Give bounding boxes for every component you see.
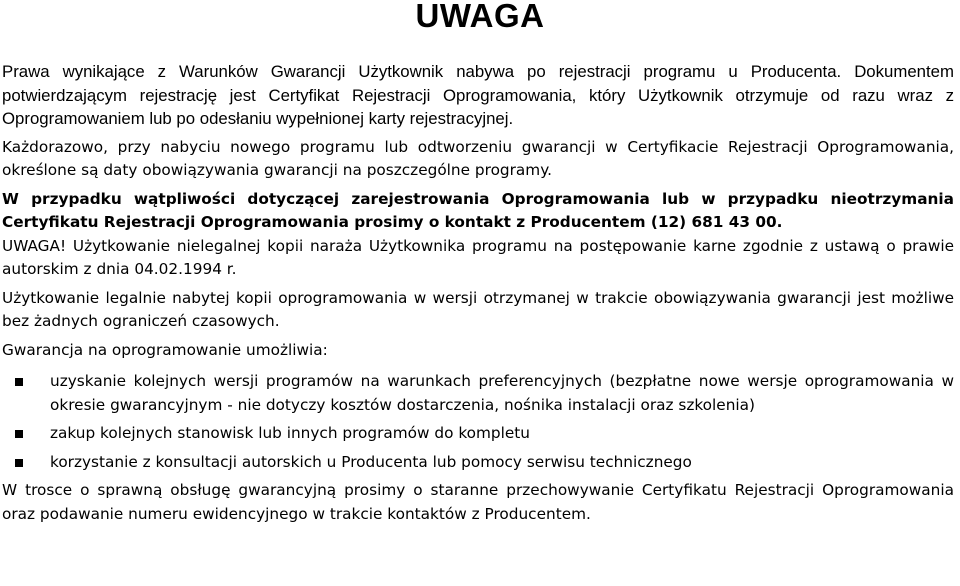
square-bullet-icon [15, 430, 23, 438]
paragraph-legal-use: Użytkowanie legalnie nabytej kopii oprogramowania w wersji otrzymanej w trakcie obowiązywania gwarancji jest możliwe bez żadnych ograniczeń czasowych. [2, 288, 954, 330]
list-item [2, 451, 954, 475]
paragraph-registration: Prawa wynikające z Warunków Gwarancji Użytkownik nabywa po rejestracji programu u Producenta. Dokumentem potwierdzającym rejestrację jest Certyfikat Rejestracji Oprogramowania, który Użytkownik otrzymuje od razu wraz z Oprogramowaniem lub po odesłaniu wypełnionej karty rejestracyjnej. [2, 62, 954, 128]
paragraph-illegal-copy-warning: UWAGA! Użytkowanie nielegalnej kopii naraża Użytkownika programu na postępowanie karne zgodnie z ustawą o prawie autorskim z dnia 04.02.1994 r. [2, 236, 954, 278]
page-title: UWAGA [415, 0, 545, 34]
list-item [2, 370, 954, 417]
paragraph-certificate-storage: W trosce o sprawną obsługę gwarancyjną prosimy o staranne przechowywanie Certyfikatu Rejestracji Oprogramowania oraz podawanie numeru ewidencyjnego w trakcie kontaktów z Producentem. [2, 481, 954, 523]
warranty-benefits-list [2, 370, 954, 474]
square-bullet-icon [15, 378, 23, 386]
list-item-text: zakup kolejnych stanowisk lub innych programów do kompletu [50, 424, 530, 442]
list-item-text: korzystanie z konsultacji autorskich u Producenta lub pomocy serwisu technicznego [50, 452, 692, 471]
paragraph-warranty-dates: Każdorazowo, przy nabyciu nowego programu lub odtworzeniu gwarancji w Certyfikacie Rejestracji Oprogramowania, określone są daty obowiązywania gwarancji na poszczególne programy. [2, 137, 954, 179]
paragraph-contact: W przypadku wątpliwości dotyczącej zarejestrowania Oprogramowania lub w przypadku nieotrzymania Certyfikatu Rejestracji Oprogramowania prosimy o kontakt z Producentem (12) 681 43 00. [2, 189, 954, 231]
list-item [2, 422, 954, 446]
list-item-text: uzyskanie kolejnych wersji programów na warunkach preferencyjnych (bezpłatne nowe wersje oprogramowania w okresie gwarancyjnym - nie dotyczy kosztów dostarczenia, nośnika instalacji oraz szkolenia) [50, 372, 954, 414]
document-body [2, 60, 954, 526]
square-bullet-icon [15, 459, 23, 467]
paragraph-warranty-enables: Gwarancja na oprogramowanie umożliwia: [2, 340, 328, 359]
